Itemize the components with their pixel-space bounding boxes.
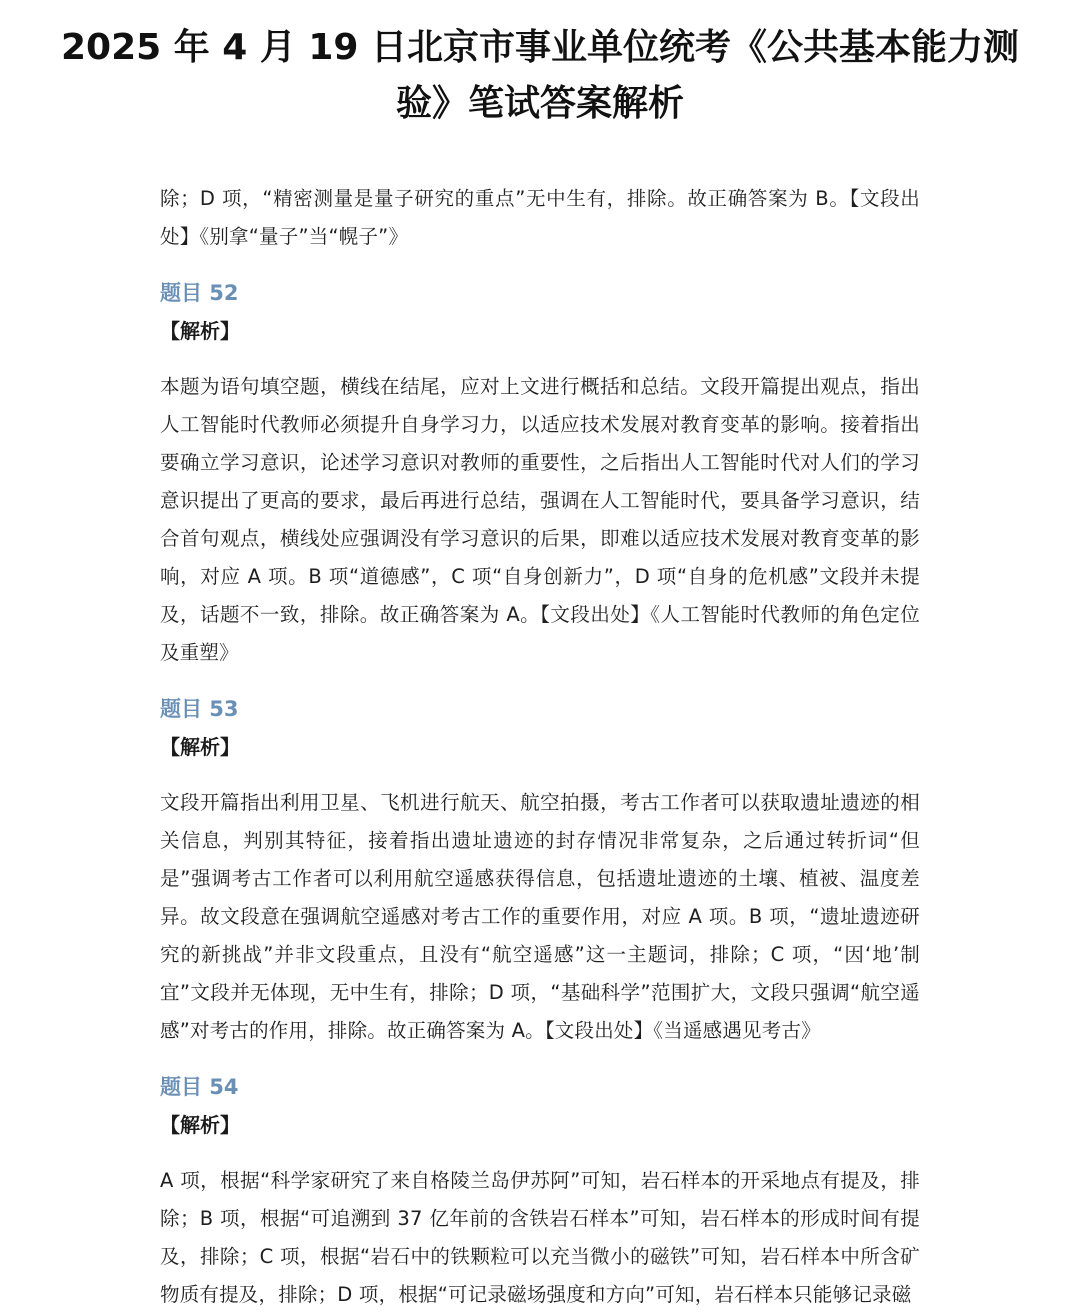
analysis-label: 【解析】 [160, 1113, 240, 1137]
analysis-text: 文段开篇指出利用卫星、飞机进行航天、航空拍摄，考古工作者可以获取遗址遗迹的相关信息，判别其特征，接着指出遗址遗迹的封存情况非常复杂，之后通过转折词“但是”强调考古工作者可以利用航空遥感获得信息，包括遗址遗迹的土壤、植被、温度差异。故文段意在强调航空遥感对考古工作的重要作用，对应 A 项。B 项，“遗址遗迹研究的新挑战”并非文段重点，且没有“航空遥感”这一主题词，排除；C 项，“因‘地’制宜”文段并无体现，无中生有，排除；D 项，“基础科学”范围扩大，文段只强调“航空遥感”对考古的作用，排除。故正确答案为 A。【文段出处】《当遥感遇见考古》 [160, 791, 920, 1042]
question-heading: 题目 54 [160, 1075, 239, 1099]
question-heading: 题目 52 [160, 281, 239, 305]
question-53 [160, 690, 920, 1050]
analysis-text: A 项，根据“科学家研究了来自格陵兰岛伊苏阿”可知，岩石样本的开采地点有提及，排除；B 项，根据“可追溯到 37 亿年前的含铁岩石样本”可知，岩石样本的形成时间有提及，排除；C 项，根据“岩石中的铁颗粒可以充当微小的磁铁”可知，岩石样本中所含矿物质有提及，排除；D 项，根据“可记录磁场强度和方向”可知，岩石样本只能够记录磁 [160, 1169, 920, 1306]
question-54 [160, 1068, 920, 1314]
document-title: 2025 年 4 月 19 日北京市事业单位统考《公共基本能力测验》笔试答案解析 [60, 27, 1019, 124]
analysis-label: 【解析】 [160, 319, 240, 343]
question-52 [160, 274, 920, 672]
document-body [160, 180, 920, 1314]
analysis-label: 【解析】 [160, 735, 240, 759]
continued-paragraph: 除；D 项，“精密测量是量子研究的重点”无中生有，排除。故正确答案为 B。【文段出处】《别拿“量子”当“幌子”》 [160, 187, 920, 248]
analysis-text: 本题为语句填空题，横线在结尾，应对上文进行概括和总结。文段开篇提出观点，指出人工智能时代教师必须提升自身学习力，以适应技术发展对教育变革的影响。接着指出要确立学习意识，论述学习意识对教师的重要性，之后指出人工智能时代对人们的学习意识提出了更高的要求，最后再进行总结，强调在人工智能时代，要具备学习意识，结合首句观点，横线处应强调没有学习意识的后果，即难以适应技术发展对教育变革的影响，对应 A 项。B 项“道德感”，C 项“自身创新力”，D 项“自身的危机感”文段并未提及，话题不一致，排除。故正确答案为 A。【文段出处】《人工智能时代教师的角色定位及重塑》 [160, 375, 920, 664]
question-heading: 题目 53 [160, 697, 239, 721]
